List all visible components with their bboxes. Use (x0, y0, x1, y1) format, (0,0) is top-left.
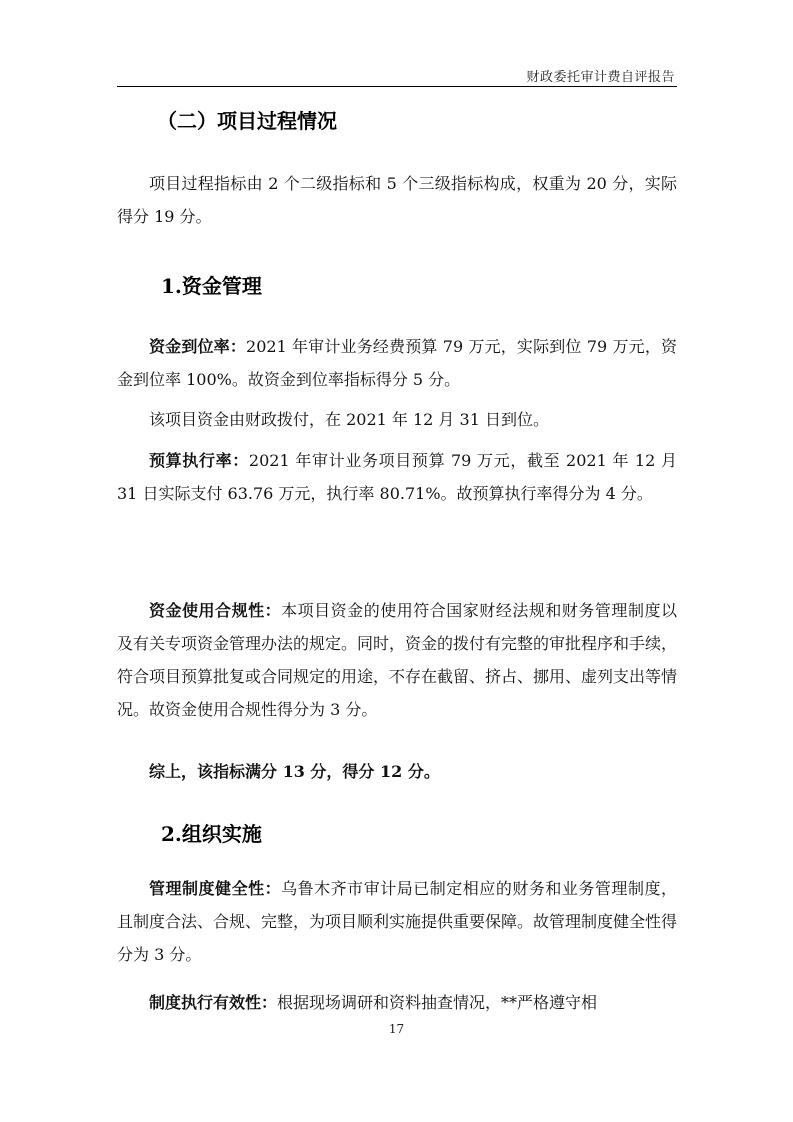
label-funding-compliance: 资金使用合规性： (149, 601, 282, 620)
paragraph-budget-execution (117, 444, 677, 510)
paragraph-management-system (117, 872, 677, 971)
running-header: 财政委托审计费自评报告 (526, 70, 675, 85)
paragraph-funding-arrival (117, 330, 677, 396)
label-management-system: 管理制度健全性： (149, 879, 282, 898)
label-budget-execution: 预算执行率： (149, 451, 249, 470)
paragraph-system-execution (117, 986, 677, 1019)
summary-paragraph: 综上，该指标满分 13 分，得分 12 分。 (149, 762, 440, 781)
text-budget-execution: 2021 年审计业务项目预算 79 万元，截至 2021 年 12 月 31 日实际支付 63.76 万元，执行率 80.71%。故预算执行率得分为 4 分。 (117, 451, 677, 503)
text-system-execution: 根据现场调研和资料抽查情况，**严格遵守相 (277, 993, 598, 1012)
subsection-2-title: 2.组织实施 (161, 822, 262, 846)
label-system-execution: 制度执行有效性： (149, 993, 278, 1012)
paragraph-funding-compliance (117, 594, 677, 726)
paragraph-funding-source: 该项目资金由财政拨付，在 2021 年 12 月 31 日到位。 (149, 410, 549, 429)
subsection-1-title: 1.资金管理 (161, 274, 262, 298)
header-rule (117, 86, 677, 87)
intro-paragraph: 项目过程指标由 2 个二级指标和 5 个三级指标构成，权重为 20 分，实际得分 19 分。 (117, 174, 677, 226)
section-title: （二）项目过程情况 (157, 109, 337, 133)
text-management-system: 乌鲁木齐市审计局已制定相应的财务和业务管理制度，且制度合法、合规、完整，为项目顺利实施提供重要保障。故管理制度健全性得分为 3 分。 (117, 879, 678, 964)
label-funding-arrival: 资金到位率： (149, 337, 247, 356)
page-number: 17 (388, 1022, 405, 1036)
text-funding-compliance: 本项目资金的使用符合国家财经法规和财务管理制度以及有关专项资金管理办法的规定。同时，资金的拨付有完整的审批程序和手续，符合项目预算批复或合同规定的用途，不存在截留、挤占、挪用、虚列支出等情况。故资金使用合规性得分为 3 分。 (117, 601, 678, 719)
text-funding-arrival: 2021 年审计业务经费预算 79 万元，实际到位 79 万元，资金到位率 100%。故资金到位率指标得分 5 分。 (117, 337, 677, 389)
